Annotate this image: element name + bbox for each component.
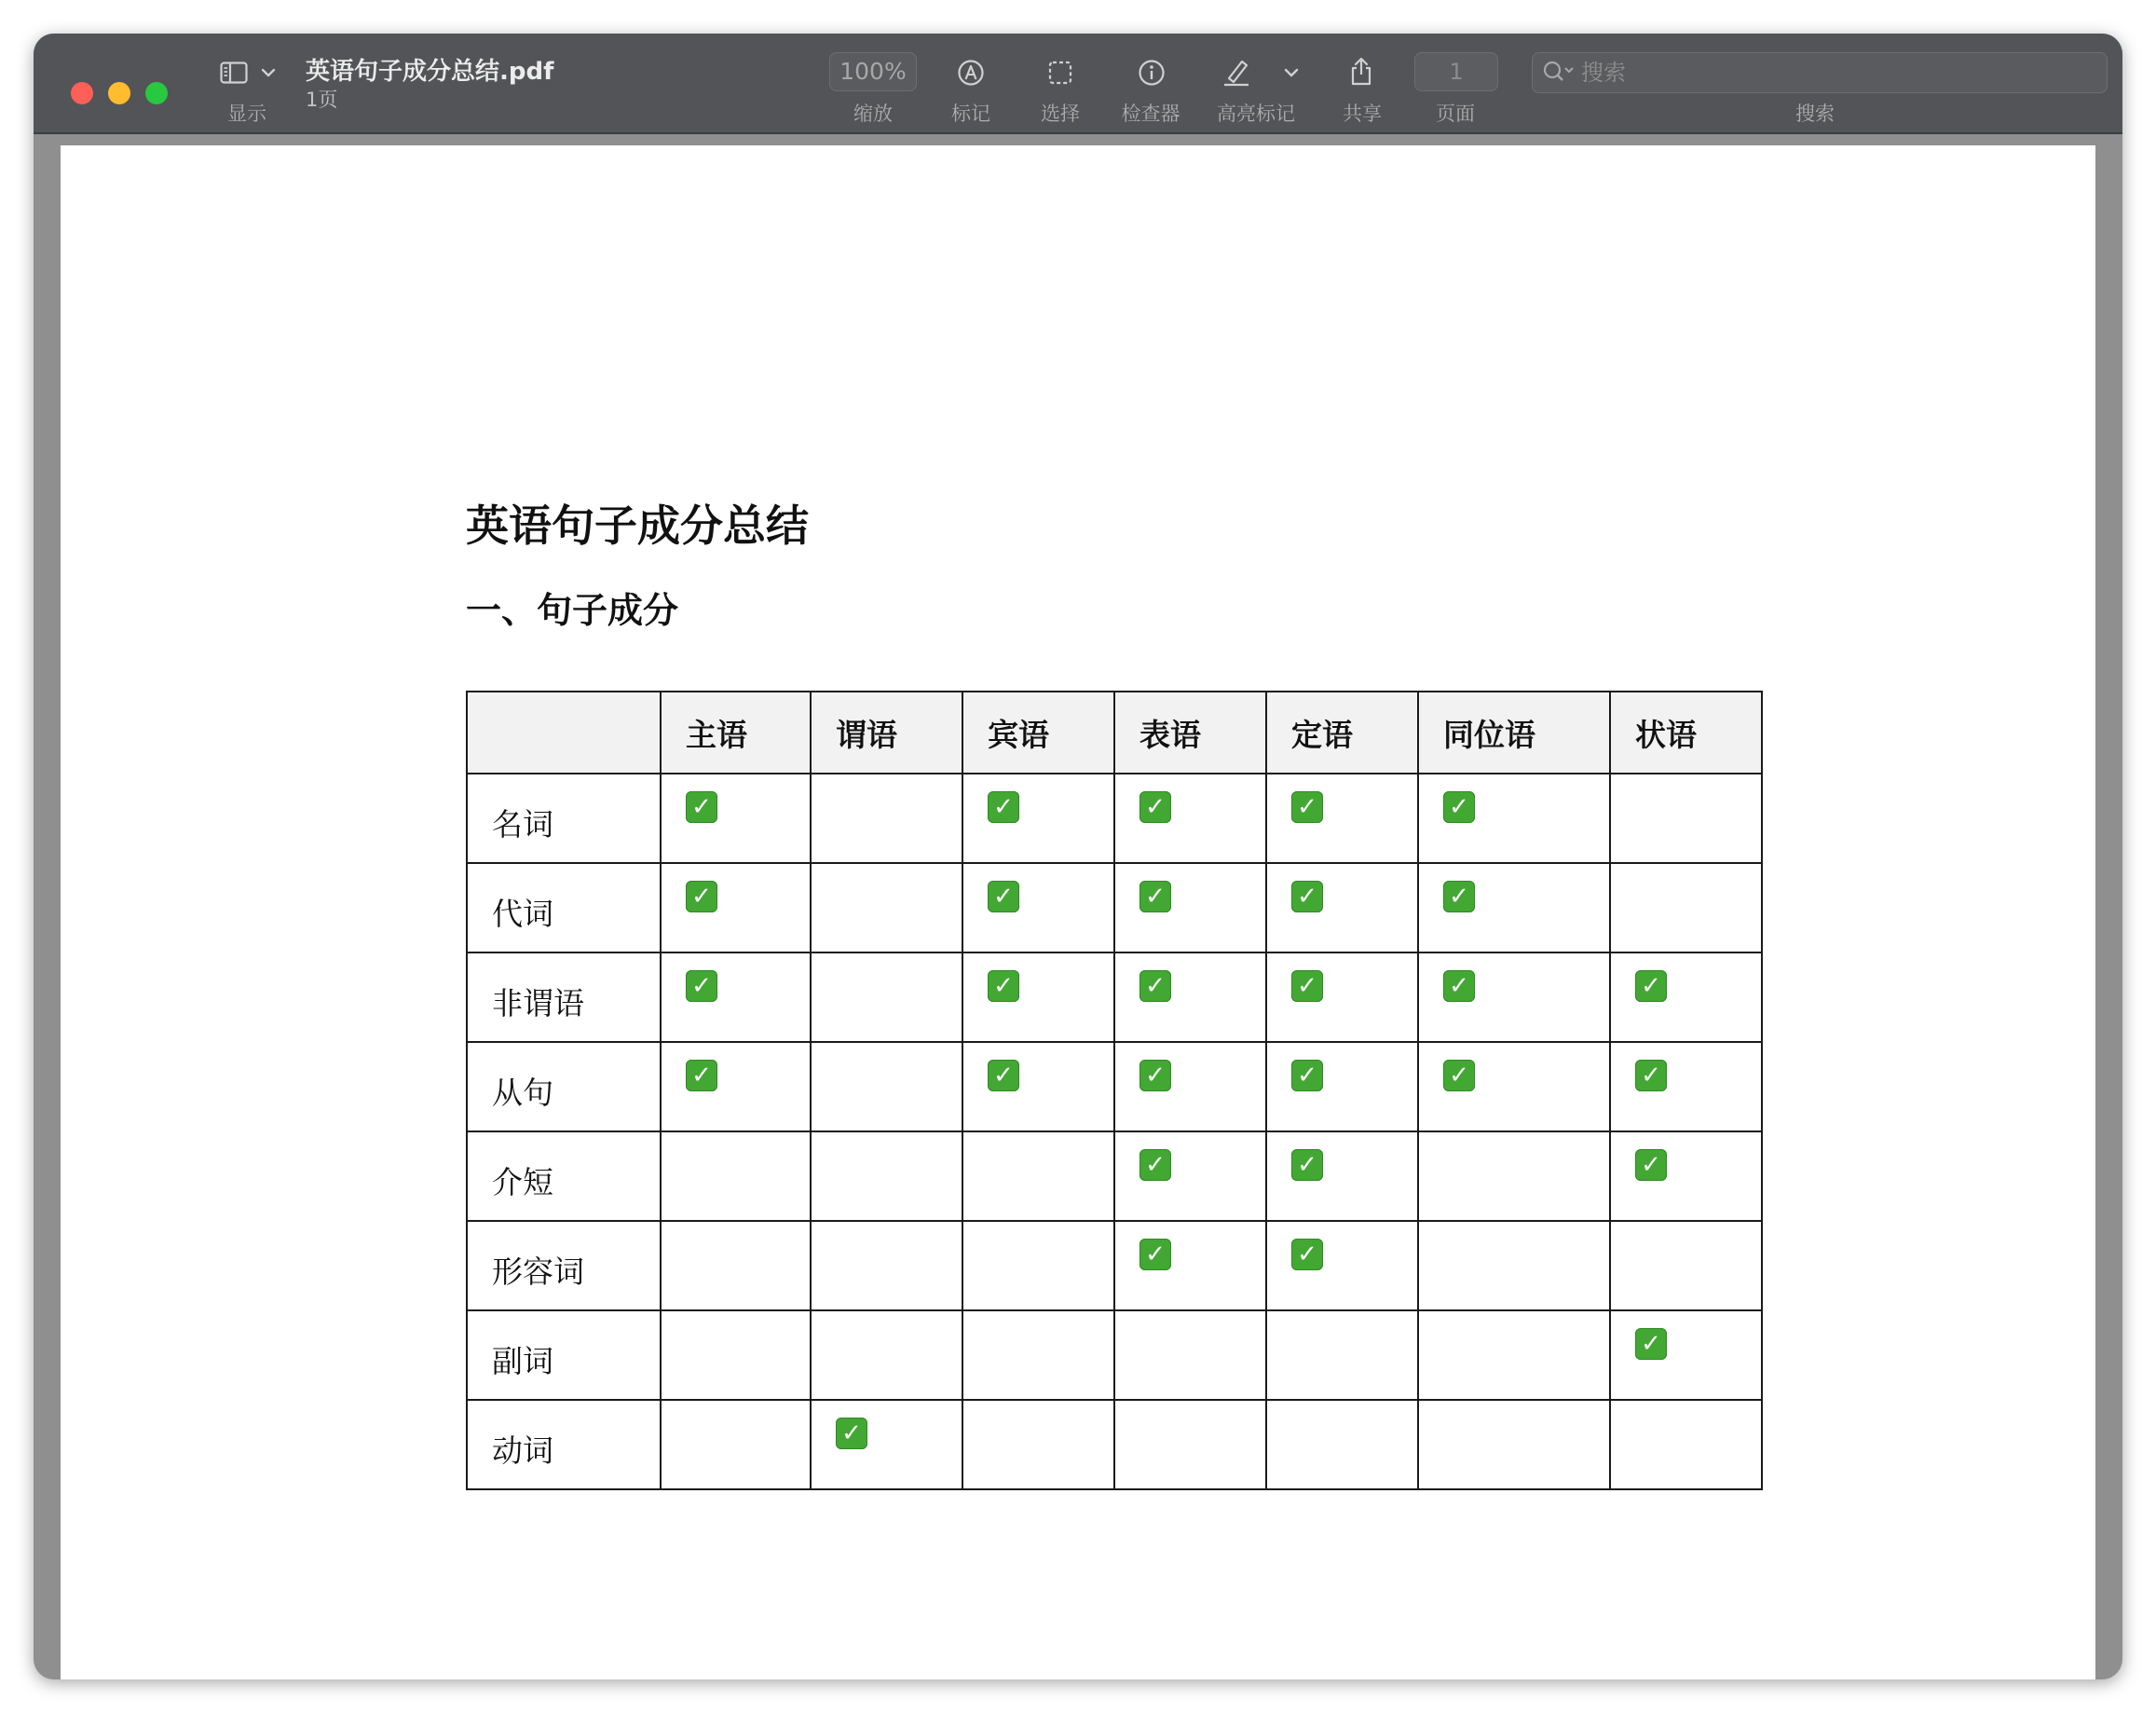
table-cell [962,1131,1114,1221]
table-cell [962,1400,1114,1489]
row-label: 介短 [467,1131,661,1221]
check-mark-icon: ✓ [1291,791,1323,823]
row-label: 从句 [467,1042,661,1131]
pdf-page [61,145,2095,1679]
table-cell [1266,863,1418,952]
share-icon[interactable] [1347,54,1375,88]
zoom-control[interactable]: 100% [829,52,917,91]
table-cell [1610,952,1762,1042]
check-mark-icon: ✓ [1291,1060,1323,1091]
check-mark-icon: ✓ [1139,970,1171,1002]
check-mark-icon: ✓ [988,791,1019,823]
table-cell [1266,1131,1418,1221]
markup-label: 标记 [951,103,990,125]
table-row [467,1042,1762,1131]
table-cell [1610,1310,1762,1400]
table-cell [811,1310,962,1400]
table-cell [661,774,811,863]
row-label: 代词 [467,863,661,952]
table-cell [1266,1310,1418,1400]
table-cell [962,1221,1114,1310]
table-cell [1418,1042,1610,1131]
table-cell [1114,1131,1266,1221]
row-label: 非谓语 [467,952,661,1042]
table-cell [661,1131,811,1221]
table-cell [661,1310,811,1400]
sidebar-toggle-icon[interactable] [220,62,248,84]
check-mark-icon: ✓ [1443,970,1475,1002]
table-cell [811,952,962,1042]
highlight-label: 高亮标记 [1217,103,1295,125]
info-icon[interactable] [1137,58,1167,88]
check-mark-icon: ✓ [1443,1060,1475,1091]
check-mark-icon: ✓ [1291,970,1323,1002]
close-window-button[interactable] [71,82,93,104]
table-row [467,774,1762,863]
page-number-field[interactable]: 1 [1414,52,1498,91]
highlighter-icon[interactable] [1221,56,1252,88]
column-header: 宾语 [962,692,1114,774]
table-row [467,1400,1762,1489]
check-mark-icon: ✓ [988,970,1019,1002]
table-cell [811,1221,962,1310]
check-mark-icon: ✓ [1139,1149,1171,1181]
search-input[interactable] [1579,57,2086,89]
zoom-label: 缩放 [853,103,893,125]
check-mark-icon: ✓ [1139,791,1171,823]
chevron-down-icon[interactable] [261,67,276,78]
table-cell [661,1221,811,1310]
check-mark-icon: ✓ [988,1060,1019,1091]
table-cell [1266,952,1418,1042]
table-cell [1610,774,1762,863]
check-mark-icon: ✓ [1139,1060,1171,1091]
search-icon [1542,59,1576,89]
row-label: 名词 [467,774,661,863]
column-header: 定语 [1266,692,1418,774]
check-mark-icon: ✓ [1635,1060,1667,1091]
document-heading: 英语句子成分总结 [466,500,809,551]
row-label: 动词 [467,1400,661,1489]
table-corner-cell [467,692,661,774]
check-mark-icon: ✓ [1635,970,1667,1002]
table-cell [962,774,1114,863]
chevron-down-icon[interactable] [1284,67,1299,78]
check-mark-icon: ✓ [1443,881,1475,912]
table-cell [962,952,1114,1042]
minimize-window-button[interactable] [108,82,130,104]
table-cell [661,863,811,952]
check-mark-icon: ✓ [686,791,717,823]
table-cell [1418,1131,1610,1221]
table-cell [1114,1310,1266,1400]
table-cell [1418,1221,1610,1310]
selection-icon[interactable] [1047,60,1073,86]
check-mark-icon: ✓ [686,1060,717,1091]
row-label: 形容词 [467,1221,661,1310]
table-row [467,1131,1762,1221]
table-cell [661,952,811,1042]
column-header: 谓语 [811,692,962,774]
table-cell [1418,774,1610,863]
check-mark-icon: ✓ [1291,1149,1323,1181]
check-mark-icon: ✓ [1635,1149,1667,1181]
column-header: 同位语 [1418,692,1610,774]
search-field[interactable] [1532,52,2108,93]
table-cell [1114,774,1266,863]
table-cell [661,1042,811,1131]
table-cell [1266,1400,1418,1489]
table-cell [1114,1221,1266,1310]
sidebar-label: 显示 [227,103,266,125]
table-cell [811,1400,962,1489]
select-label: 选择 [1041,103,1080,125]
table-cell [1418,952,1610,1042]
table-cell [1610,863,1762,952]
table-cell [1266,1221,1418,1310]
table-cell [1610,1400,1762,1489]
inspector-label: 检查器 [1121,103,1180,125]
table-cell [1266,1042,1418,1131]
row-label: 副词 [467,1310,661,1400]
table-cell [1418,1310,1610,1400]
table-cell [1114,1042,1266,1131]
table-cell [1418,863,1610,952]
check-mark-icon: ✓ [1443,791,1475,823]
table-cell [962,863,1114,952]
document-page-count: 1页 [306,89,338,111]
table-row [467,1310,1762,1400]
column-header: 表语 [1114,692,1266,774]
table-row [467,863,1762,952]
table-cell [811,1042,962,1131]
page-label: 页面 [1436,103,1475,125]
table-cell [962,1042,1114,1131]
table-cell [811,863,962,952]
search-label: 搜索 [1795,103,1835,125]
table-cell [1610,1221,1762,1310]
check-mark-icon: ✓ [1635,1328,1667,1360]
column-header: 状语 [1610,692,1762,774]
table-row [467,952,1762,1042]
preview-window [34,34,2122,1679]
table-cell [1266,774,1418,863]
check-mark-icon: ✓ [836,1418,867,1449]
markup-icon[interactable] [956,58,986,88]
check-mark-icon: ✓ [1139,1239,1171,1270]
check-mark-icon: ✓ [686,881,717,912]
table-cell [1610,1131,1762,1221]
check-mark-icon: ✓ [686,970,717,1002]
document-title[interactable]: 英语句子成分总结.pdf [306,58,554,86]
table-cell [962,1310,1114,1400]
share-label: 共享 [1343,103,1382,125]
table-cell [1114,1400,1266,1489]
table-cell [661,1400,811,1489]
check-mark-icon: ✓ [1139,881,1171,912]
check-mark-icon: ✓ [1291,881,1323,912]
table-cell [1114,863,1266,952]
table-cell [1418,1400,1610,1489]
check-mark-icon: ✓ [988,881,1019,912]
table-cell [811,774,962,863]
check-mark-icon: ✓ [1291,1239,1323,1270]
table-header-row [467,692,1762,774]
fullscreen-window-button[interactable] [145,82,168,104]
grammar-table [466,691,1763,1490]
column-header: 主语 [661,692,811,774]
toolbar [34,34,2122,134]
table-cell [811,1131,962,1221]
table-row [467,1221,1762,1310]
table-cell [1610,1042,1762,1131]
table-cell [1114,952,1266,1042]
section-heading: 一、句子成分 [466,589,679,631]
